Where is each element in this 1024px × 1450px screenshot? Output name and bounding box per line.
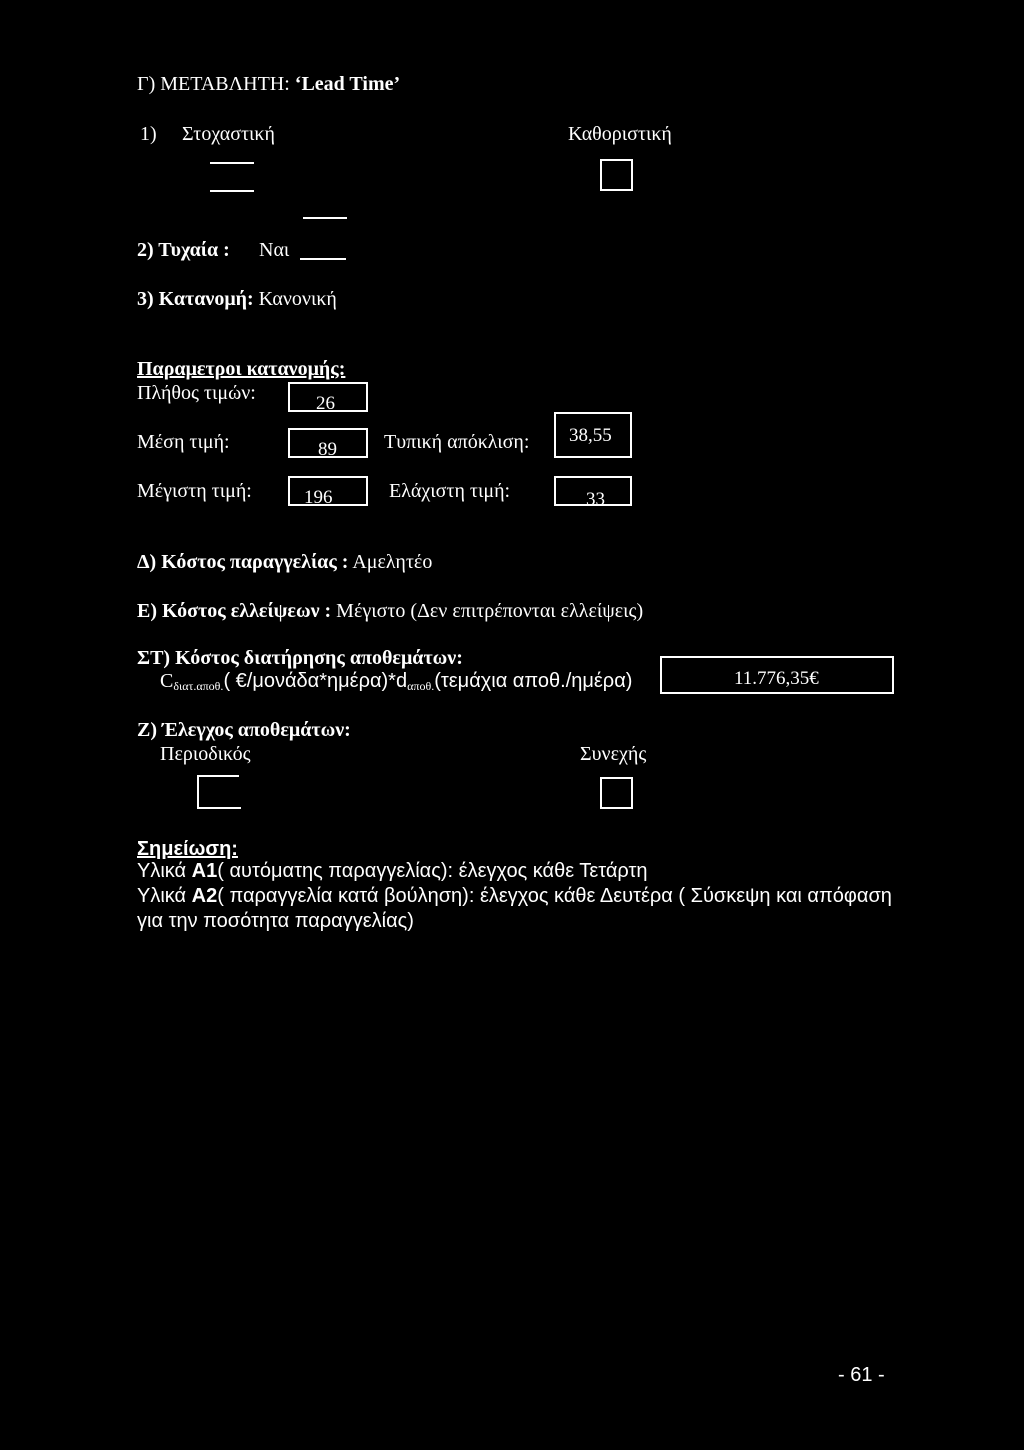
min-value: 33 bbox=[586, 489, 605, 510]
stochastic-blank-line-2 bbox=[210, 190, 254, 192]
section-g-title-prefix: Γ) ΜΕΤΑΒΛΗΤΗ: bbox=[137, 73, 295, 95]
stochastic-blank-line-1 bbox=[210, 162, 254, 164]
std-label: Τυπική απόκλιση: bbox=[384, 431, 530, 453]
section-e-value: Μέγιστο (Δεν επιτρέπονται ελλείψεις) bbox=[336, 600, 644, 622]
item3-distribution bbox=[137, 289, 337, 309]
deterministic-checkbox[interactable] bbox=[600, 159, 633, 191]
section-g-title-variable: ‘Lead Time’ bbox=[294, 73, 401, 95]
section-d-value: Αμελητέο bbox=[352, 551, 433, 573]
note-line-2-prefix: Υλικά bbox=[137, 885, 192, 907]
random-blank-line bbox=[300, 258, 346, 260]
mean-value: 89 bbox=[318, 439, 337, 460]
count-value: 26 bbox=[316, 393, 335, 414]
page-number: - 61 - bbox=[838, 1364, 885, 1386]
note-line-3: για την ποσότητα παραγγελίας) bbox=[137, 910, 414, 932]
holding-cost-value-box bbox=[660, 656, 894, 694]
continuous-label: Συνεχής bbox=[580, 743, 647, 765]
holding-cost-value: 11.776,35€ bbox=[734, 668, 819, 689]
section-d-label: Δ) Κόστος παραγγελίας : bbox=[137, 551, 349, 573]
periodic-label: Περιοδικός bbox=[160, 743, 251, 765]
note-line-2 bbox=[137, 886, 892, 906]
section-e-label: Ε) Κόστος ελλείψεων : bbox=[137, 600, 332, 622]
mean-value-box bbox=[288, 428, 368, 458]
note-line-1 bbox=[137, 861, 648, 881]
mean-label: Μέση τιμή: bbox=[137, 431, 230, 453]
item3-distribution-label: 3) Κατανομή: bbox=[137, 288, 254, 310]
note-line-2-rest: ( παραγγελία κατά βούληση): έλεγχος κάθε Δευτέρα ( Σύσκεψη και απόφαση bbox=[217, 885, 892, 907]
note-line-2-code: Α2 bbox=[191, 885, 218, 907]
c-subscript: διατ.αποθ. bbox=[173, 679, 224, 693]
min-label: Ελάχιστη τιμή: bbox=[389, 480, 511, 502]
item2-random-label: 2) Τυχαία : bbox=[137, 239, 230, 261]
min-value-box bbox=[554, 476, 632, 510]
max-value: 196 bbox=[304, 487, 333, 508]
std-value: 38,55 bbox=[569, 425, 612, 446]
note-line-1-prefix: Υλικά bbox=[137, 860, 192, 882]
periodic-checkbox[interactable] bbox=[197, 775, 241, 809]
c-symbol: C bbox=[160, 670, 174, 692]
std-value-box bbox=[554, 412, 632, 458]
max-value-box bbox=[288, 476, 368, 506]
count-value-box bbox=[288, 382, 368, 412]
count-label: Πλήθος τιμών: bbox=[137, 382, 256, 404]
parameters-heading: Παραμετροι κατανομής: bbox=[137, 358, 346, 380]
section-g-title bbox=[137, 74, 400, 94]
note-heading: Σημείωση: bbox=[137, 838, 238, 860]
section-e bbox=[137, 601, 643, 621]
d-symbol: d bbox=[395, 670, 408, 692]
item1-number: 1) bbox=[140, 123, 157, 145]
note-line-1-code: Α1 bbox=[191, 860, 218, 882]
note-line-1-rest: ( αυτόματης παραγγελίας): έλεγχος κάθε Τετάρτη bbox=[217, 860, 648, 882]
section-z-label: Ζ) Έλεγχος αποθεμάτων: bbox=[137, 719, 351, 741]
item1-stochastic-label: Στοχαστική bbox=[182, 123, 275, 145]
item2-random-value: Ναι bbox=[259, 239, 290, 261]
section-d bbox=[137, 552, 432, 572]
item3-distribution-value: Κανονική bbox=[258, 288, 337, 310]
unit-1: ( €/μονάδα*ημέρα)* bbox=[223, 670, 396, 692]
random-blank-line-top bbox=[303, 217, 347, 219]
unit-2: (τεμάχια αποθ./ημέρα) bbox=[434, 670, 633, 692]
max-label: Μέγιστη τιμή: bbox=[137, 480, 252, 502]
periodic-checkbox-top-line bbox=[199, 775, 239, 777]
section-st-label: ΣΤ) Κόστος διατήρησης αποθεμάτων: bbox=[137, 647, 463, 669]
continuous-checkbox[interactable] bbox=[600, 777, 633, 809]
holding-cost-formula bbox=[160, 671, 632, 692]
d-subscript: αποθ. bbox=[407, 679, 435, 693]
deterministic-label: Καθοριστική bbox=[568, 123, 672, 145]
